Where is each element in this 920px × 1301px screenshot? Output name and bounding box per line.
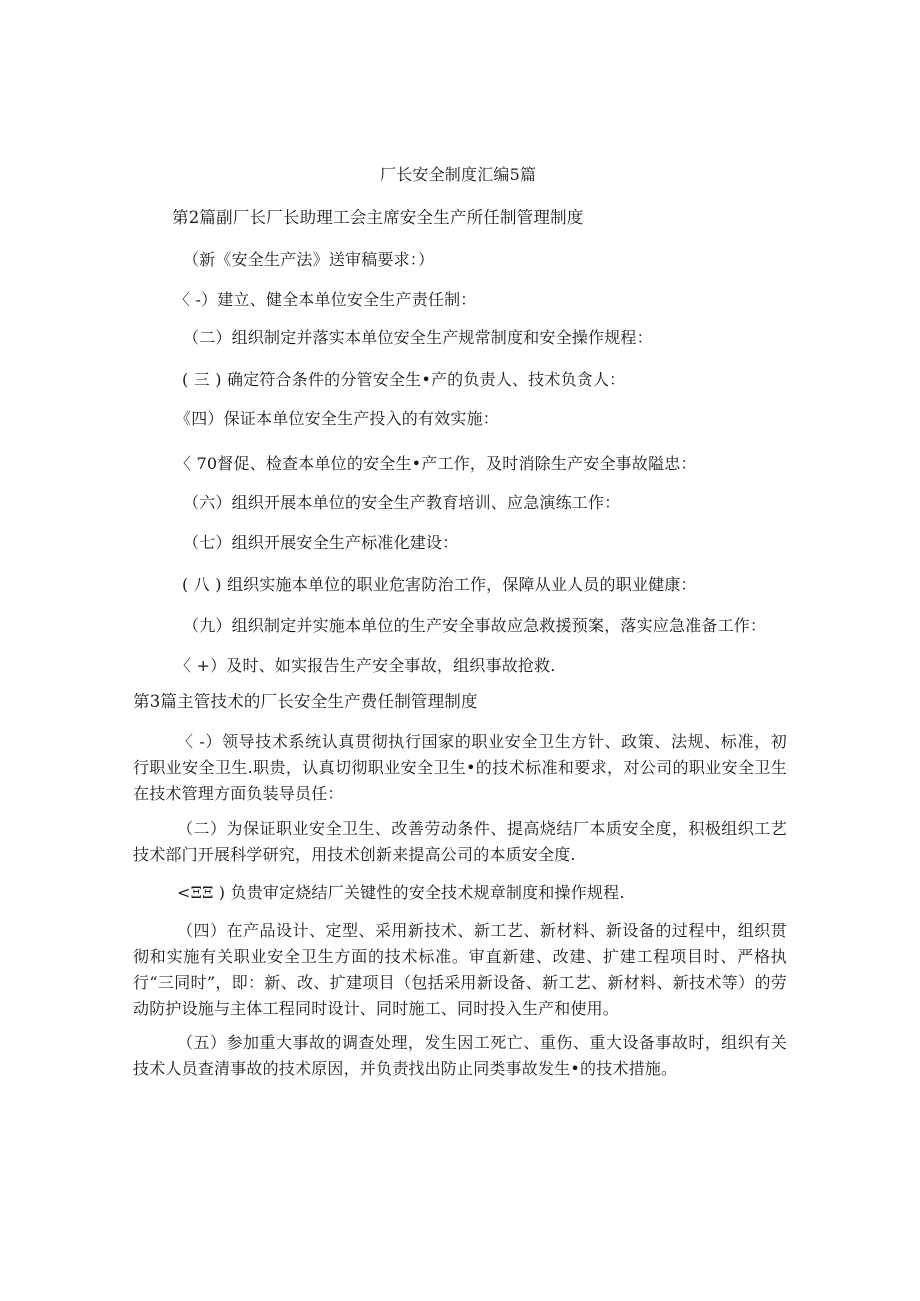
section3-paragraph-1: 〈 -）领导技术系统认真贯彻执行国家的职业安全卫生方针、政策、法规、标准，初行职业安全卫生.职贵，认真切彻职业安全卫生•的技术标准和要求，对公司的职业安全卫生在技术管理方面负装导员任： bbox=[133, 732, 787, 803]
section2-item-4: 《四）保证本单位安全生产投入的有效实施： bbox=[175, 409, 500, 428]
section3-paragraph-3: <ΞΞ ) 负贵审定烧结厂关键性的安全技术规章制度和操作规程. bbox=[177, 883, 625, 902]
section2-heading: 第2篇副厂长厂长助理工会主席安全生产所任制管理制度 bbox=[172, 208, 584, 227]
section3-paragraph-2: （二）为保证职业安全卫生、改善劳动条件、提高烧结厂本质安全度，积极组织工艺技术部门开展科学研究，用技术创新来提高公司的本质安全度. bbox=[133, 819, 787, 864]
section2-item-5: 〈 70督促、检查本单位的安全生•产工作，及时消除生产安全事故隘忠： bbox=[175, 454, 697, 473]
section3-paragraph-5: （五）参加重大事故的调查处理，发生因工死亡、重伤、重大设备事故时，组织有关技术人员查清事故的技术原因，并负责找出防止同类事故发生•的技术措施。 bbox=[133, 1033, 787, 1078]
section3-heading: 第3篇主管技术的厂长安全生产费任制管理制度 bbox=[133, 692, 478, 711]
section2-item-3: ( 三 ) 确定符合条件的分管安全生•产的负责人、技术负贪人： bbox=[182, 370, 626, 389]
section2-intro: （新《安全生产法》送审稿要求：） bbox=[183, 250, 435, 269]
document-title: 厂长安全制度汇编5篇 bbox=[380, 165, 537, 184]
section2-item-9: （九）组织制定并实施本单位的生产安全事故应急救援预案，落实应急准备工作： bbox=[183, 616, 767, 635]
section2-item-8: ( 八 ) 组织实施本单位的职业危害防治工作，保障从业人员的职业健康： bbox=[182, 575, 697, 594]
section2-item-6: （六）组织开展本单位的安全生产教育培训、应急演练工作： bbox=[183, 493, 621, 512]
section2-item-2: （二）组织制定并落实本单位安全生产规常制度和安全操作规程： bbox=[183, 328, 653, 347]
section2-item-7: （七）组织开展安全生产标准化建设： bbox=[183, 533, 459, 552]
section3-paragraph-4: （四）在产品设计、定型、采用新技术、新工艺、新材料、新设备的过程中，组织贯彻和实施有关职业安全卫生方面的技术标准。审直新建、改建、扩建工程项目时、严格执行“三同时”，即：新、改、扩建项目（包括采用新设备、新工艺、新材料、新技术等）的劳动防护设施与主体工程同时设计、同时施工、同时投入生产和使用。 bbox=[133, 921, 787, 1018]
section2-item-1: 〈 -）建立、健全本单位安全生产责任制： bbox=[174, 290, 477, 309]
section2-item-10: 〈 +）及时、如实报告生产安全事故，组织事故抢救. bbox=[175, 656, 556, 675]
